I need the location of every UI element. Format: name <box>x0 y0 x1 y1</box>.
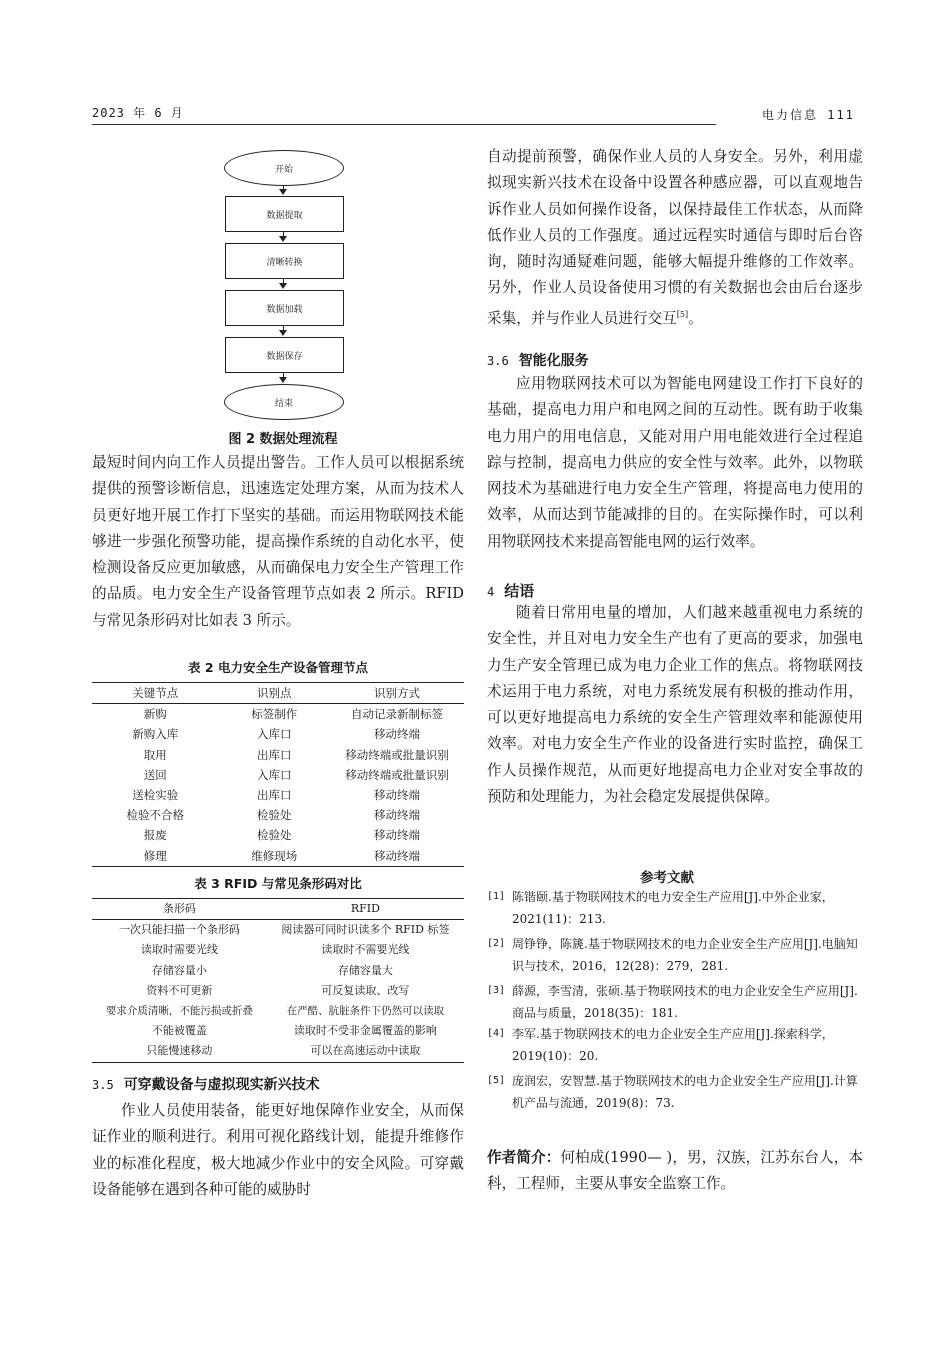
section-number: 3.6 <box>487 354 509 368</box>
table-cell: 存储容量小 <box>151 963 207 977</box>
table-cell: 在严酷、肮脏条件下仍然可以读取 <box>286 1005 445 1018</box>
table-cell: 不能被覆盖 <box>151 1024 207 1038</box>
table-row <box>92 765 464 785</box>
header-rule <box>92 124 716 125</box>
reference-item <box>487 1070 863 1114</box>
table-header-row <box>92 683 464 704</box>
header-date: 2023 年 6 月 <box>92 106 184 120</box>
table-cell: 移动终端或批量识别 <box>345 767 449 782</box>
table-row <box>92 920 464 941</box>
right-paragraph-text: 自动提前预警，确保作业人员的人身安全。另外，利用虚拟现实新兴技术在设备中设置各种感应器，可以直观地告诉作业人员如何操作设备，以保持最佳工作状态，从而降低作业人员的工作强度。通过远程实时通信与即时后台咨询，随时沟通疑难问题，能够大幅提升维修的工作效率。另外，作业人员设备使用习惯的有关数据也会由后台逐步采集，并与作业人员进行交互 <box>487 148 863 327</box>
flow-arrowhead <box>279 283 287 289</box>
table2 <box>92 682 464 867</box>
reference-text: 庞润宏，安智慧.基于物联网技术的电力企业安全生产应用[J].计算机产品与流通，2019(8)：73. <box>512 1074 858 1110</box>
table-row <box>92 846 464 867</box>
table-cell: 自动记录新制标签 <box>351 707 444 722</box>
reference-item <box>487 1023 863 1067</box>
table-row <box>92 805 464 825</box>
table-cell: 可反复读取、改写 <box>321 983 410 997</box>
table-cell: 取用 <box>143 747 167 762</box>
reference-number: [4] <box>487 1028 506 1039</box>
table-cell: 阅读器可同时识读多个 RFID 标签 <box>281 923 450 937</box>
flow-node-transform: 清晰转换 <box>225 243 344 279</box>
table-header: RFID <box>267 899 464 920</box>
table-cell: 送回 <box>143 767 167 782</box>
table-cell: 一次只能扫描一个条形码 <box>118 923 240 937</box>
section-title: 可穿戴设备与虚拟现实新兴技术 <box>123 1077 320 1093</box>
right-paragraph <box>487 144 863 332</box>
table-cell: 新购入库 <box>132 727 179 742</box>
table-cell: 标签制作 <box>251 707 298 722</box>
table-row <box>92 961 464 981</box>
flow-arrowhead <box>279 330 287 336</box>
author-bio-label: 作者简介： <box>487 1149 561 1166</box>
reference-text: 周铮铮，陈篪.基于物联网技术的电力企业安全生产应用[J].电脑知识与技术，2016，12(28)：279，281. <box>512 937 858 973</box>
table-cell: 资料不可更新 <box>146 983 213 997</box>
table2-caption: 表 2 电力安全生产设备管理节点 <box>188 660 368 675</box>
reference-number: [2] <box>487 938 506 949</box>
table-cell: 要求介质清晰，不能污损或折叠 <box>105 1005 253 1018</box>
references-title: 参考文献 <box>640 870 694 886</box>
table-row <box>92 1001 464 1021</box>
flow-arrowhead <box>279 189 287 195</box>
reference-item <box>487 980 863 1024</box>
table-cell: 移动终端 <box>374 828 421 843</box>
flow-arrowhead <box>279 377 287 383</box>
table-cell: 出库口 <box>257 788 292 803</box>
table-cell: 存储容量大 <box>337 963 393 977</box>
table-cell: 报废 <box>143 828 167 843</box>
table-cell: 出库口 <box>257 747 292 762</box>
table-row <box>92 745 464 765</box>
flow-node-end: 结束 <box>224 384 344 420</box>
section-title: 结语 <box>504 582 535 600</box>
table-cell: 可以在高速运动中读取 <box>267 1041 464 1062</box>
table-cell: 移动终端 <box>330 846 464 867</box>
section-4-heading <box>487 580 534 601</box>
table-header: 识别方式 <box>330 683 464 704</box>
table-cell: 检验不合格 <box>126 808 184 823</box>
table-cell: 移动终端 <box>374 808 421 823</box>
table-row <box>92 981 464 1001</box>
table-row <box>92 1021 464 1041</box>
section-3-6-text: 应用物联网技术可以为智能电网建设工作打下良好的基础，提高电力用户和电网之间的互动性。既有助于收集电力用户的用电信息，又能对用户用电能效进行全过程追踪与控制，提高电力供应的安全性与效率。此外，以物联网技术为基础进行电力安全生产管理，将提高电力使用的效率，从而达到节能减排的目的。在实际操作时，可以利用物联网技术来提高智能电网的运行效率。 <box>487 375 863 550</box>
table-header: 条形码 <box>92 899 267 920</box>
left-paragraph: 最短时间内向工作人员提出警告。工作人员可以根据系统提供的预警诊断信息，迅速选定处理方案，从而为技术人员更好地开展工作打下坚实的基础。而运用物联网技术能够进一步强化预警功能，提高操作系统的自动化水平，使检测设备反应更加敏感，从而确保电力安全生产管理工作的品质。电力安全生产设备管理节点如表 2 所示。RFID 与常见条形码对比如表 3 所示。 <box>92 454 464 629</box>
table-cell: 读取时需要光线 <box>140 943 218 957</box>
right-paragraph-end: 。 <box>688 309 703 327</box>
reference-text: 陈锴颐.基于物联网技术的电力安全生产应用[J].中外企业家，2021(11)：213. <box>512 890 834 926</box>
table-cell: 移动终端或批量识别 <box>345 747 449 762</box>
table-cell: 读取时不需要光线 <box>321 943 410 957</box>
section-3-5-heading <box>92 1074 320 1094</box>
flow-node-load: 数据加载 <box>225 290 344 326</box>
table-cell: 修理 <box>92 846 218 867</box>
table-row <box>92 940 464 960</box>
table-cell: 入库口 <box>257 727 292 742</box>
table-cell: 送检实验 <box>132 788 179 803</box>
author-bio-text: 何柏成(1990— )，男，汉族，江苏东台人，本科，工程师，主要从事安全监察工作。 <box>487 1149 863 1193</box>
table-cell: 只能慢速移动 <box>92 1041 267 1062</box>
section-number: 3.5 <box>92 1078 114 1092</box>
reference-item <box>487 886 863 930</box>
author-bio <box>487 1145 863 1198</box>
table-cell: 移动终端 <box>374 788 421 803</box>
reference-number: [5] <box>487 1075 506 1086</box>
section-3-5-text: 作业人员使用装备，能更好地保障作业安全，从而保证作业的顺利进行。利用可视化路线计划，能提升维修作业的标准化程度，极大地减少作业中的安全风险。可穿戴设备能够在遇到各种可能的威胁时 <box>92 1102 464 1198</box>
header-journal: 电力信息 111 <box>762 108 855 122</box>
table-row <box>92 704 464 725</box>
section-4-text: 随着日常用电量的增加，人们越来越重视电力系统的安全性，并且对电力安全生产也有了更高的要求，加强电力生产安全管理已成为电力企业工作的焦点。将物联网技术运用于电力系统，对电力系统发展有积极的推动作用，可以更好地提高电力系统的安全生产管理效率和能源使用效率。对电力安全生产作业的设备进行实时监控，确保工作人员操作规范，从而更好地提高电力企业对安全事故的预防和处理能力，为社会稳定发展提供保障。 <box>487 604 863 806</box>
citation: [5] <box>676 309 689 319</box>
table-header-row <box>92 899 464 920</box>
flow-node-start: 开始 <box>224 150 344 186</box>
table-header: 识别点 <box>218 683 330 704</box>
flow-node-extract: 数据提取 <box>225 196 344 232</box>
table-row <box>92 825 464 845</box>
table-header: 关键节点 <box>92 683 218 704</box>
table-cell: 入库口 <box>257 767 292 782</box>
section-3-6-heading <box>487 350 589 370</box>
figure-caption: 图 2 数据处理流程 <box>228 432 338 447</box>
table3-caption: 表 3 RFID 与常见条形码对比 <box>194 876 362 891</box>
table-cell: 读取时不受非金属覆盖的影响 <box>293 1024 437 1038</box>
table-cell: 检验处 <box>257 808 292 823</box>
table3 <box>92 898 464 1063</box>
reference-text: 李军.基于物联网技术的电力企业安全生产应用[J].探索科学，2019(10)：20. <box>512 1027 834 1063</box>
reference-text: 薛源，李雪清，张硕.基于物联网技术的电力企业安全生产应用[J].商品与质量，2018(35)：181. <box>512 984 858 1020</box>
reference-number: [3] <box>487 985 506 996</box>
reference-item <box>487 933 863 977</box>
flow-arrowhead <box>279 236 287 242</box>
section-title: 智能化服务 <box>518 353 589 369</box>
table-cell: 新购 <box>143 707 167 722</box>
table-cell: 移动终端 <box>374 727 421 742</box>
section-number: 4 <box>487 585 495 599</box>
table-row <box>92 724 464 744</box>
table-row <box>92 1041 464 1062</box>
table-cell: 检验处 <box>257 828 292 843</box>
reference-number: [1] <box>487 891 506 902</box>
table-row <box>92 785 464 805</box>
flow-node-save: 数据保存 <box>225 337 344 373</box>
table-cell: 维修现场 <box>218 846 330 867</box>
